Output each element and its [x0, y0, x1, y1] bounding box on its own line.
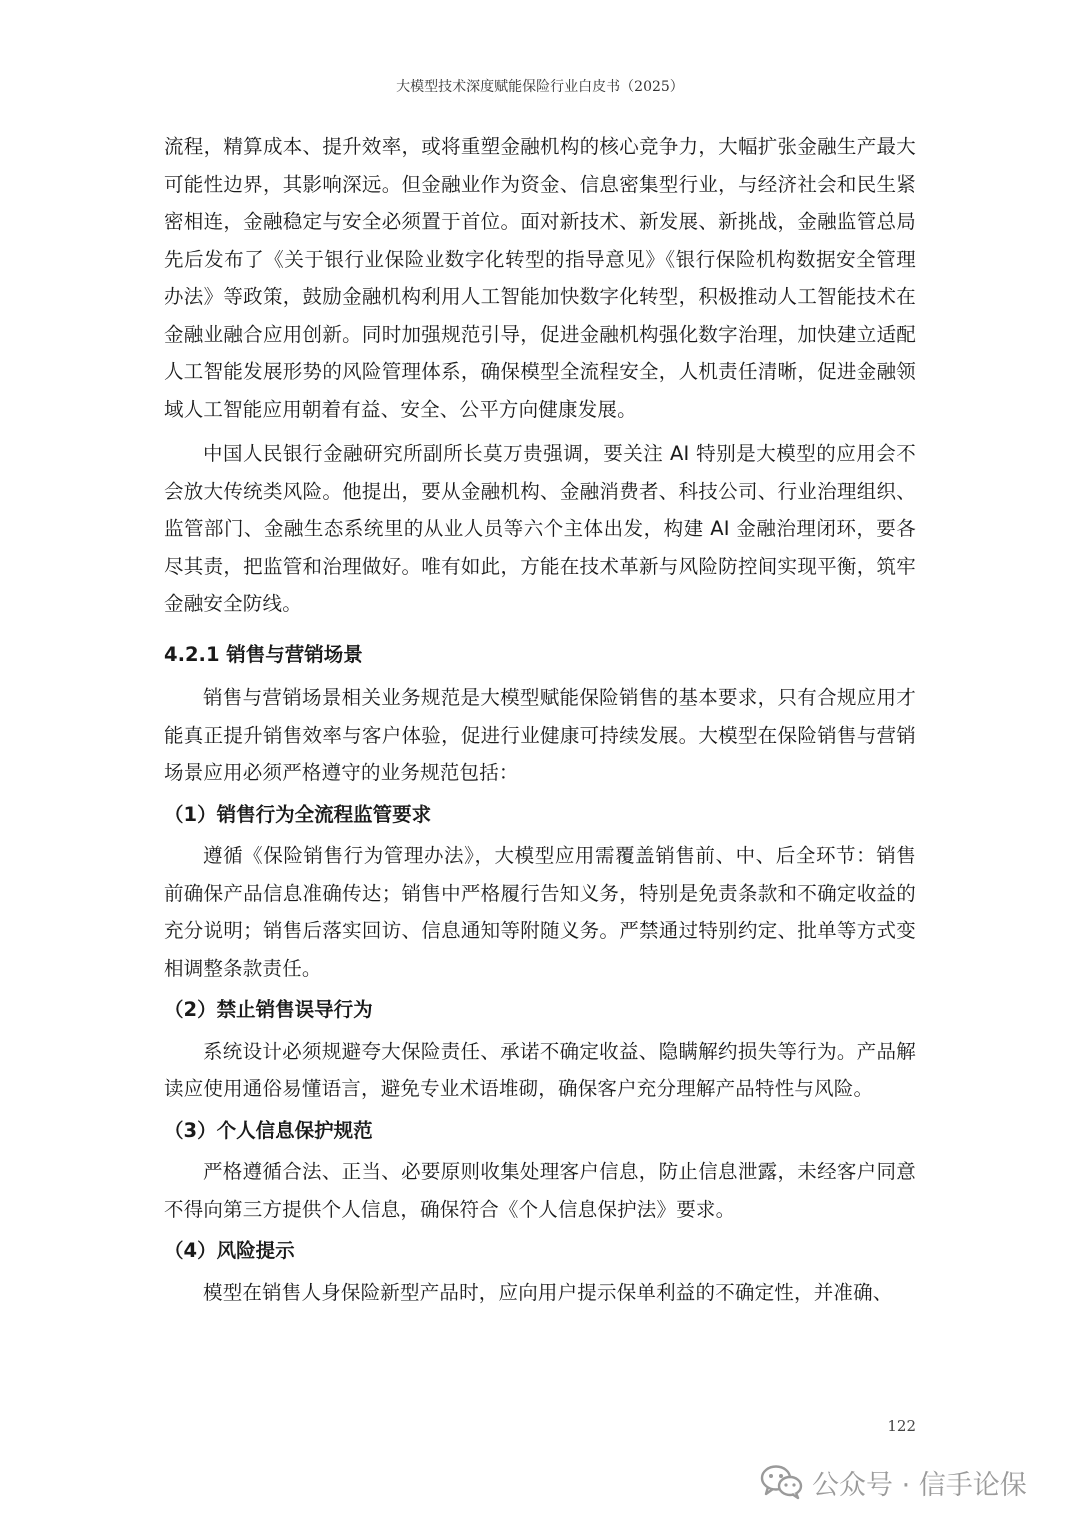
paragraph: 流程，精算成本、提升效率，或将重塑金融机构的核心竞争力，大幅扩张金融生产最大可能性边界，其影响深远。但金融业作为资金、信息密集型行业，与经济社会和民生紧密相连，金融稳定与安全必须置于首位。面对新技术、新发展、新挑战，金融监管总局先后发布了《关于银行业保险业数字化转型的指导意见》《银行保险机构数据安全管理办法》等政策，鼓励金融机构利用人工智能加快数字化转型，积极推动人工智能技术在金融业融合应用创新。同时加强规范引导，促进金融机构强化数字治理，加快建立适配人工智能发展形势的风险管理体系，确保模型全流程安全，人机责任清晰，促进金融领域人工智能应用朝着有益、安全、公平方向健康发展。 — [164, 135, 916, 421]
running-header: 大模型技术深度赋能保险行业白皮书（2025） — [396, 79, 684, 95]
watermark-text: 公众号 · 信手论保 — [812, 1469, 1027, 1501]
paragraph: 模型在销售人身保险新型产品时，应向用户提示保单利益的不确定性，并准确、 — [203, 1280, 893, 1304]
paragraph: 系统设计必须规避夸大保险责任、承诺不确定收益、隐瞒解约损失等行为。产品解读应使用通俗易懂语言，避免专业术语堆砌，确保客户充分理解产品特性与风险。 — [164, 1039, 916, 1100]
page-body — [164, 128, 916, 1311]
paragraph: 中国人民银行金融研究所副所长莫万贵强调，要关注 AI 特别是大模型的应用会不会放大传统类风险。他提出，要从金融机构、金融消费者、科技公司、行业治理组织、监管部门、金融生态系统里的从业人员等六个主体出发，构建 AI 金融治理闭环，要各尽其责，把监管和治理做好。唯有如此，方能在技术革新与风险防控间实现平衡，筑牢金融安全防线。 — [164, 442, 916, 615]
watermark — [760, 1460, 1027, 1504]
page-number: 122 — [887, 1417, 916, 1435]
subsection-heading: （4）风险提示 — [164, 1239, 295, 1262]
subsection-heading: （2）禁止销售误导行为 — [164, 998, 373, 1021]
paragraph: 销售与营销场景相关业务规范是大模型赋能保险销售的基本要求，只有合规应用才能真正提升销售效率与客户体验，促进行业健康可持续发展。大模型在保险销售与营销场景应用必须严格遵守的业务规范包括： — [164, 686, 916, 784]
wechat-icon — [760, 1464, 804, 1500]
section-heading: 4.2.1 销售与营销场景 — [164, 642, 363, 666]
paragraph: 严格遵循合法、正当、必要原则收集处理客户信息，防止信息泄露，未经客户同意不得向第三方提供个人信息，确保符合《个人信息保护法》要求。 — [164, 1160, 916, 1221]
subsection-heading: （1）销售行为全流程监管要求 — [164, 802, 432, 826]
paragraph: 遵循《保险销售行为管理办法》，大模型应用需覆盖销售前、中、后全环节：销售前确保产品信息准确传达；销售中严格履行告知义务，特别是免责条款和不确定收益的充分说明；销售后落实回访、信息通知等附随义务。严禁通过特别约定、批单等方式变相调整条款责任。 — [164, 844, 916, 980]
subsection-heading: （3）个人信息保护规范 — [164, 1118, 373, 1142]
